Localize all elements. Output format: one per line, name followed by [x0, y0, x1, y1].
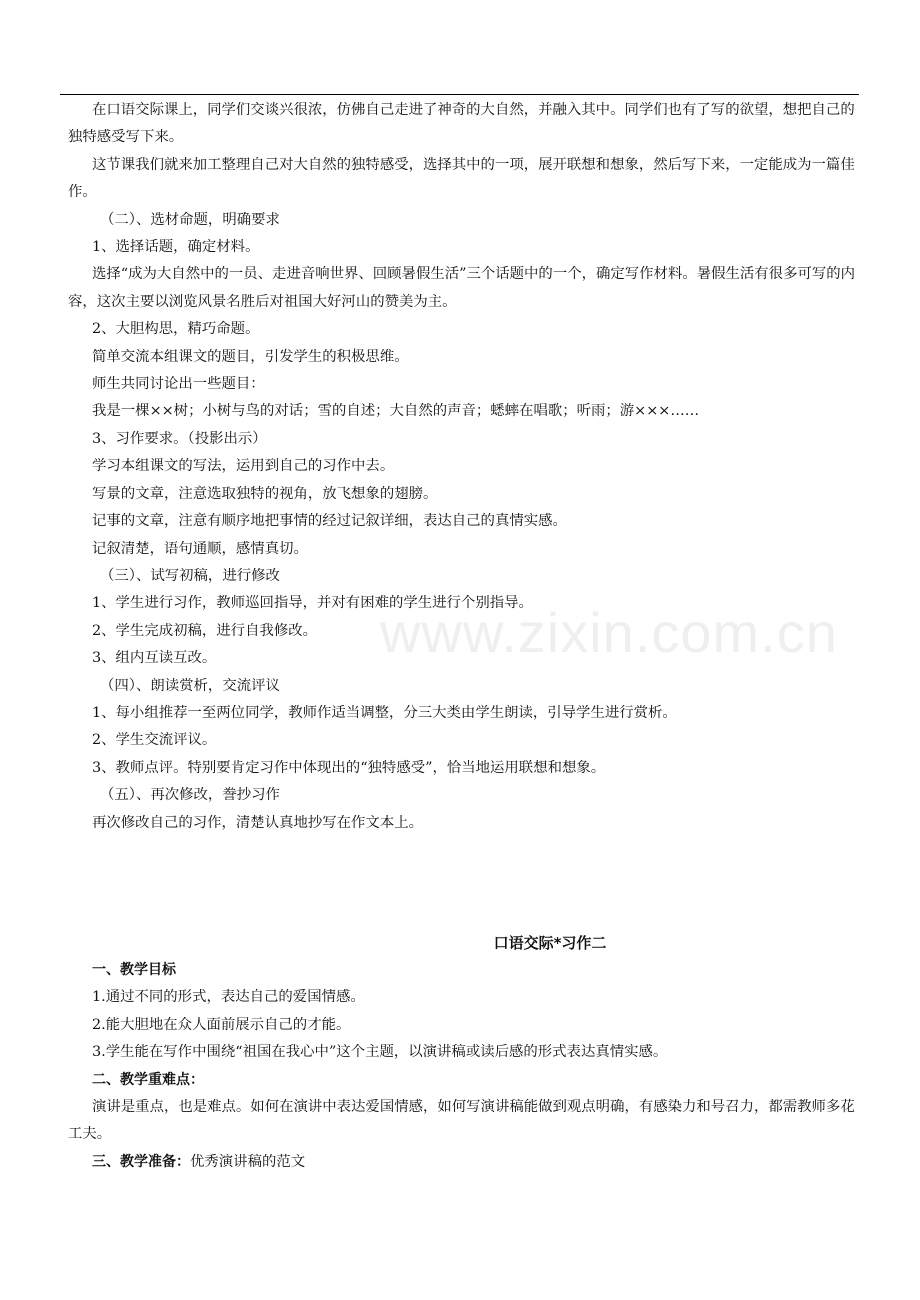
- paragraph-intro-1: [68, 97, 858, 152]
- goal-3: 3.学生能在写作中围绕“祖国在我心中”这个主题，以演讲稿或读后感的形式表达真情实感。: [92, 1044, 668, 1061]
- header-rule: [60, 94, 859, 95]
- document-body: [68, 97, 858, 1176]
- preparation-text: 优秀演讲稿的范文: [190, 1153, 306, 1170]
- heading-key-points: 二、教学重难点：: [92, 1071, 204, 1088]
- line-requirement-4: 记叙清楚，语句通顺，感情真切。: [92, 540, 308, 557]
- paragraph-topic-choice: [68, 261, 858, 316]
- paragraph-text: 这节课我们就来加工整理自己对大自然的独特感受，选择其中的一项，展开联想和想象，然后写下来，一定能成为一篇佳作。: [68, 156, 855, 201]
- line-requirement-3: 记事的文章，注意有顺序地把事情的经过记叙详细，表达自己的真情实感。: [92, 513, 567, 530]
- step4-item-1: 1、每小组推荐一至两位同学，教师作适当调整，分三大类由学生朗读，引导学生进行赏析。: [92, 704, 677, 721]
- step5-item-1: 再次修改自己的习作，清楚认真地抄写在作文本上。: [92, 814, 423, 831]
- goal-2: 2.能大胆地在众人面前展示自己的才能。: [92, 1016, 351, 1033]
- item-choose-topic: 1、选择话题，确定材料。: [92, 239, 260, 256]
- line-exchange-titles: 简单交流本组课文的题目，引发学生的积极思维。: [92, 348, 409, 365]
- heading-step-4: （四）、朗读赏析，交流评议: [100, 677, 280, 694]
- goal-1: 1.通过不同的形式，表达自己的爱国情感。: [92, 989, 365, 1006]
- step3-item-1: 1、学生进行习作，教师巡回指导，并对有困难的学生进行个别指导。: [92, 595, 533, 612]
- line-discuss-titles: 师生共同讨论出一些题目：: [92, 376, 265, 393]
- paragraph-text: 在口语交际课上，同学们交谈兴很浓，仿佛自己走进了神奇的大自然，并融入其中。同学们也有了写的欲望，想把自己的独特感受写下来。: [68, 102, 855, 146]
- line-requirement-2: 写景的文章，注意选取独特的视角，放飞想象的翅膀。: [92, 485, 438, 502]
- paragraph-intro-2: [68, 152, 858, 207]
- heading-teaching-goals: 一、教学目标: [92, 961, 176, 978]
- item-requirements: 3、习作要求。（投影出示）: [92, 430, 267, 447]
- heading-step-3: （三）、试写初稿，进行修改: [100, 567, 280, 584]
- line-title-examples: 我是一棵××树；小树与鸟的对话；雪的自述；大自然的声音；蟋蟀在唱歌；听雨；游×××……: [92, 403, 700, 420]
- heading-preparation: 三、教学准备：: [92, 1153, 190, 1170]
- paragraph-key-points: [68, 1094, 858, 1149]
- paragraph-text: 演讲是重点，也是难点。如何在演讲中表达爱国情感，如何写演讲稿能做到观点明确，有感染力和号召力，都需教师多花工夫。: [68, 1099, 855, 1143]
- step3-item-3: 3、组内互读互改。: [92, 650, 217, 667]
- paragraph-text: 选择“成为大自然中的一员、走进音响世界、回顾暑假生活”三个话题中的一个，确定写作材料。暑假生活有很多可写的内容，这次主要以浏览风景名胜后对祖国大好河山的赞美为主。: [68, 266, 856, 310]
- line-requirement-1: 学习本组课文的写法，运用到自己的习作中去。: [92, 458, 395, 475]
- section-title: 口语交际*习作二: [493, 933, 607, 952]
- heading-step-5: （五）、再次修改，誊抄习作: [100, 787, 280, 804]
- step4-item-3: 3、教师点评。特别要肯定习作中体现出的“独特感受”，恰当地运用联想和想象。: [92, 759, 606, 776]
- section-spacer: [92, 837, 858, 929]
- heading-step-2: （二）、选材命题，明确要求: [100, 211, 280, 228]
- step3-item-2: 2、学生完成初稿，进行自我修改。: [92, 622, 318, 639]
- line-preparation: [92, 1149, 858, 1176]
- step4-item-2: 2、学生交流评议。: [92, 732, 217, 749]
- watermark: www.zixin.com.cn: [380, 601, 838, 664]
- item-conceive: 2、大胆构思，精巧命题。: [92, 321, 260, 338]
